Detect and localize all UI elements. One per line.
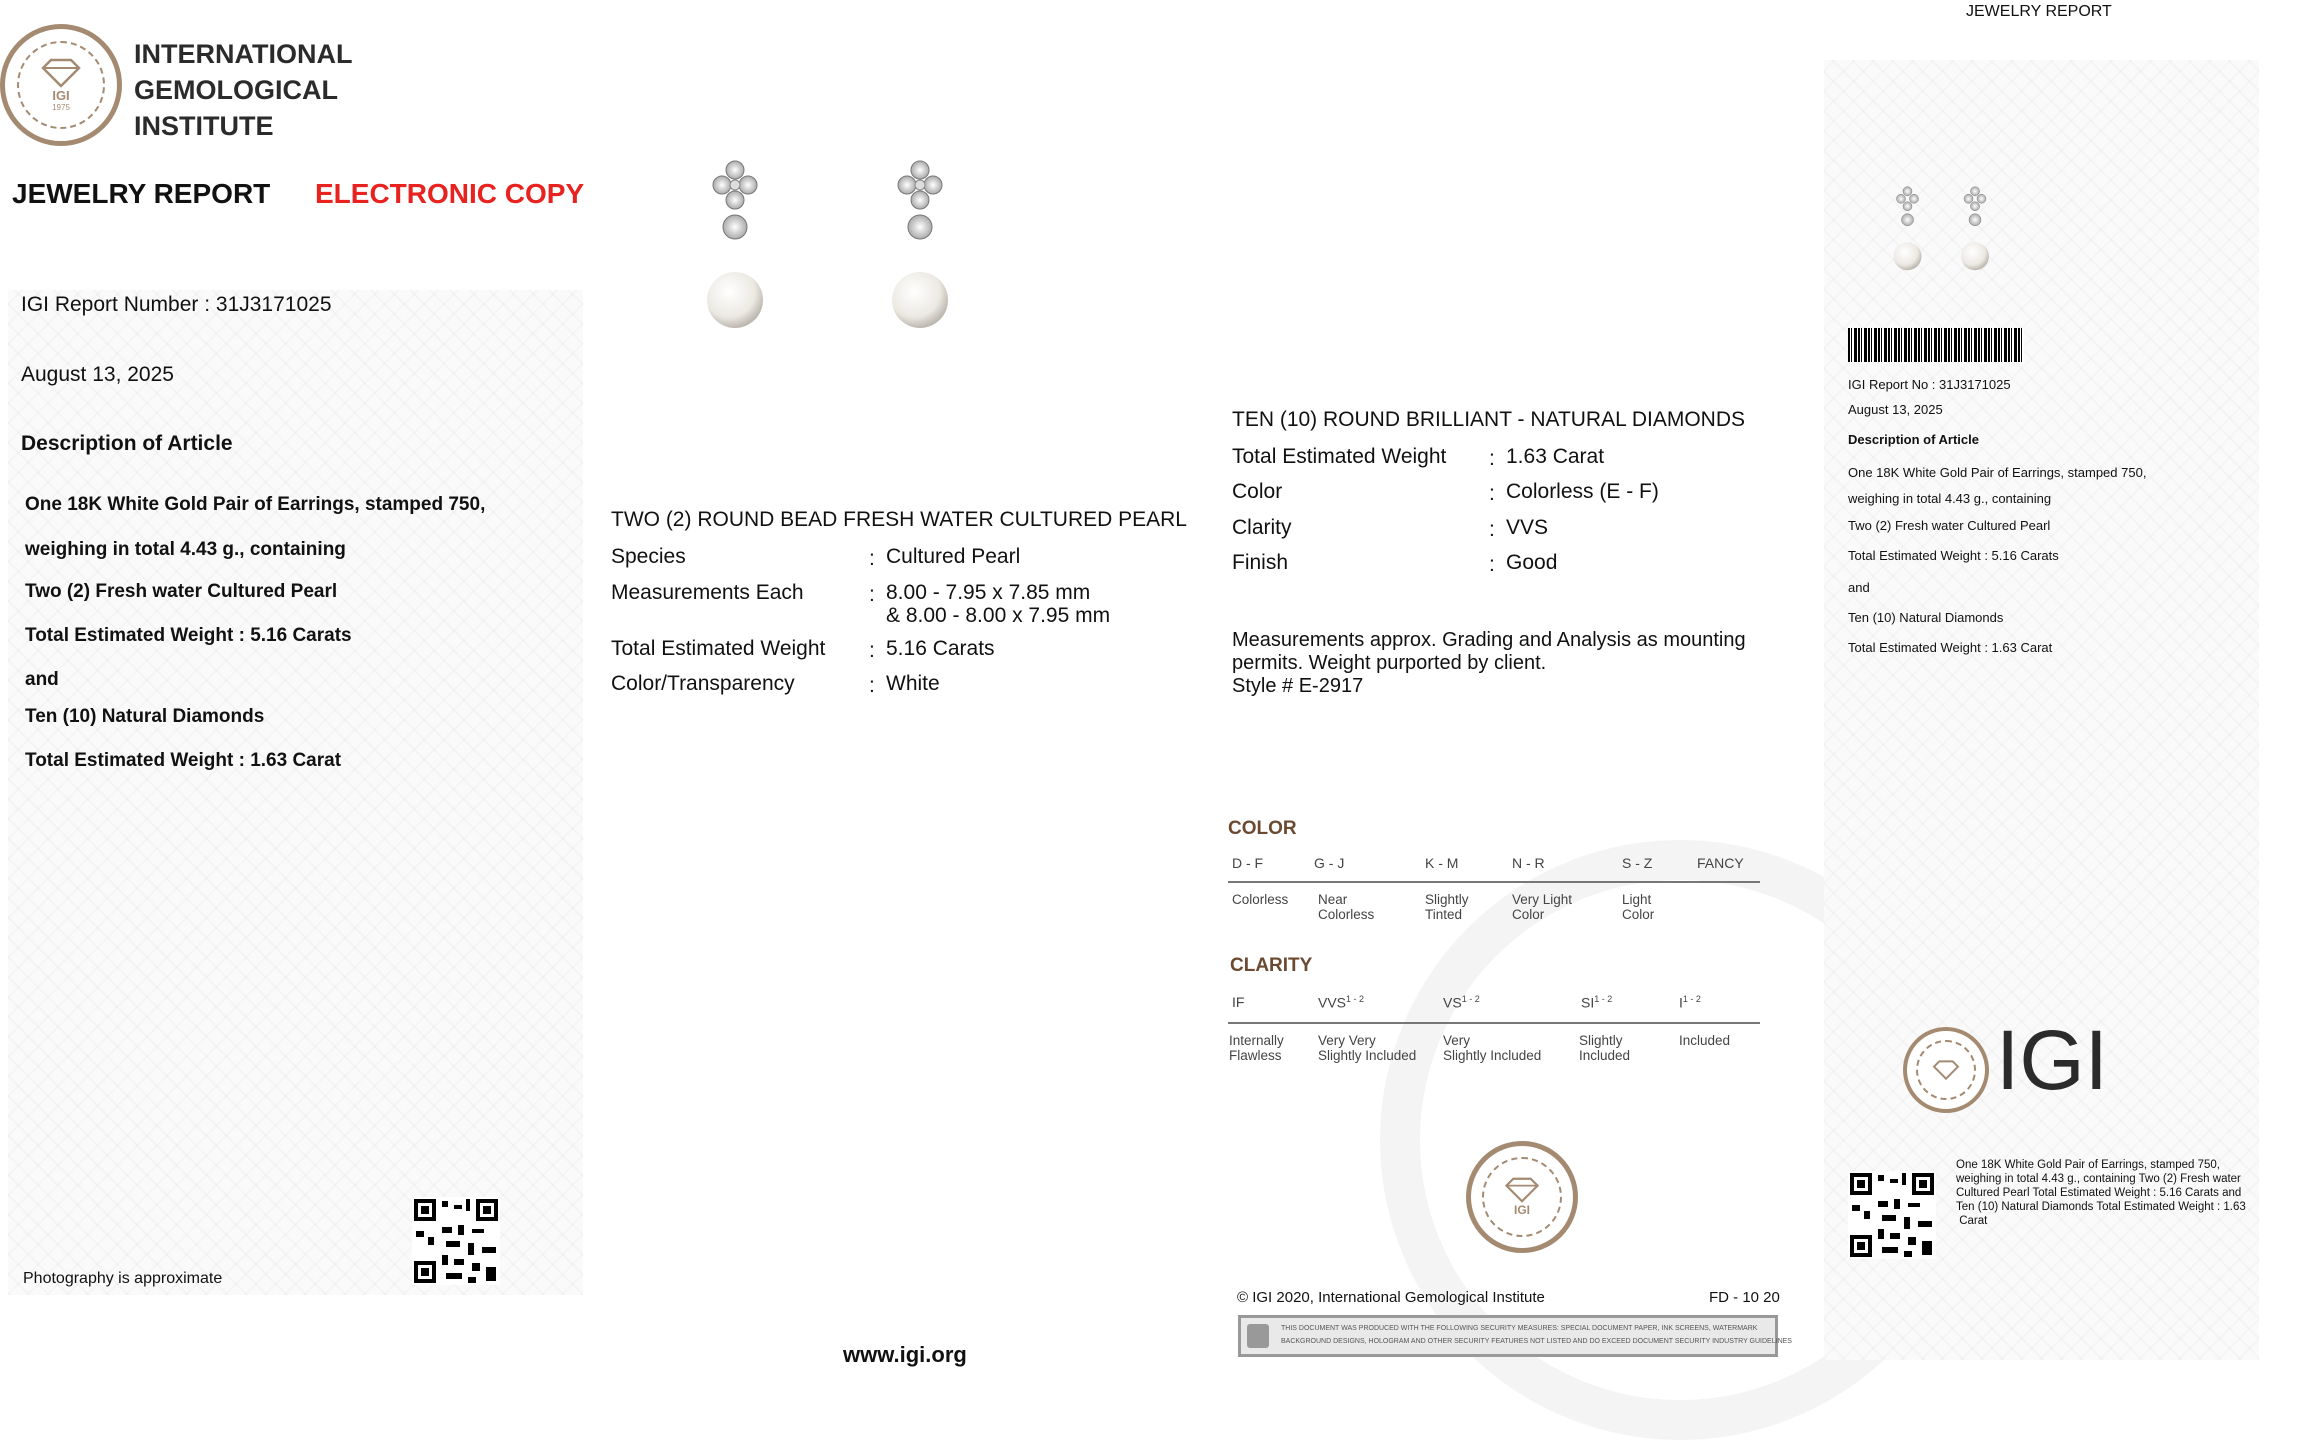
color-grade-desc: Light Color bbox=[1622, 892, 1655, 922]
pearl-value: 8.00 - 7.95 x 7.85 mm bbox=[886, 581, 1091, 604]
color-grade-code: G - J bbox=[1314, 855, 1345, 871]
color-grade-code: K - M bbox=[1425, 855, 1459, 871]
barcode bbox=[1848, 328, 2024, 362]
seal-text: IGI bbox=[52, 88, 70, 103]
diamond-icon bbox=[39, 58, 83, 88]
pearl-label: Measurements Each bbox=[611, 581, 804, 604]
electronic-copy-label: ELECTRONIC COPY bbox=[315, 178, 585, 209]
diamond-colon: : bbox=[1489, 553, 1495, 576]
note-line: permits. Weight purported by client. bbox=[1232, 652, 1547, 674]
clarity-grade-desc: Included bbox=[1679, 1033, 1731, 1048]
color-scale-divider bbox=[1228, 881, 1760, 883]
clarity-grade-desc: Slightly Included bbox=[1579, 1033, 1631, 1063]
earring-left bbox=[707, 161, 763, 328]
color-grade-code: S - Z bbox=[1622, 855, 1653, 871]
form-code: FD - 10 20 bbox=[1709, 1289, 1780, 1306]
pearl-value: 5.16 Carats bbox=[886, 637, 995, 660]
lock-icon bbox=[1247, 1324, 1269, 1348]
pearl-colon: : bbox=[869, 583, 875, 606]
note-line: Measurements approx. Grading and Analysis as mounting bbox=[1232, 629, 1746, 651]
diamond-value: Good bbox=[1506, 551, 1558, 574]
pearl-label: Species bbox=[611, 545, 686, 568]
org-name-line-1: INTERNATIONAL bbox=[134, 39, 353, 69]
description-line: Two (2) Fresh water Cultured Pearl bbox=[25, 581, 338, 602]
color-grade-desc: Slightly Tinted bbox=[1425, 892, 1469, 922]
diamond-icon bbox=[1931, 1060, 1961, 1080]
earrings-thumbnail bbox=[1880, 180, 2030, 280]
clarity-grade-code: $I^{1 - 2}$ bbox=[1679, 994, 1701, 1011]
summary-line: Ten (10) Natural Diamonds Total Estimated Weight : 1.63 bbox=[1956, 1201, 2246, 1213]
clarity-grade-desc: Very Slightly Included bbox=[1443, 1033, 1542, 1063]
diamond-label: Clarity bbox=[1232, 516, 1292, 539]
clarity-scale-divider bbox=[1228, 1022, 1760, 1024]
diamond-label: Color bbox=[1232, 480, 1283, 503]
security-text: THIS DOCUMENT WAS PRODUCED WITH THE FOLLOWING SECURITY MEASURES: SPECIAL DOCUMENT PAPER, INK SCREENS, WATERMARK bbox=[1281, 1325, 1758, 1332]
diamond-colon: : bbox=[1489, 518, 1495, 541]
pearl-value: Cultured Pearl bbox=[886, 545, 1021, 568]
pearl-colon: : bbox=[869, 547, 875, 570]
clarity-grade-desc: Internally Flawless bbox=[1229, 1033, 1284, 1063]
color-grade-desc: Colorless bbox=[1232, 892, 1289, 907]
description-line: weighing in total 4.43 g., containing bbox=[25, 539, 346, 560]
diamond-notes bbox=[1232, 629, 1746, 698]
color-grade-code: N - R bbox=[1512, 855, 1545, 871]
clarity-grade-code: VVS$^{1 - 2}$ bbox=[1318, 994, 1365, 1011]
clarity-grade-code: VS$^{1 - 2}$ bbox=[1443, 994, 1480, 1011]
right-description-title: Description of Article bbox=[1848, 432, 1979, 447]
description-title: Description of Article bbox=[21, 432, 233, 455]
pearl-value-2: & 8.00 - 8.00 x 7.95 mm bbox=[886, 604, 1111, 627]
pearl-colon: : bbox=[869, 639, 875, 662]
right-description-line: Ten (10) Natural Diamonds bbox=[1848, 610, 2004, 625]
clarity-grade-desc: Very Very Slightly Included bbox=[1318, 1033, 1417, 1063]
earrings-photo bbox=[680, 150, 980, 345]
summary-line: Cultured Pearl Total Estimated Weight : 5.16 Carats and bbox=[1956, 1187, 2242, 1199]
diamond-value: VVS bbox=[1506, 516, 1549, 539]
color-grade-code: D - F bbox=[1232, 855, 1264, 871]
description-line: Total Estimated Weight : 1.63 Carat bbox=[25, 750, 342, 771]
clarity-scale-title: CLARITY bbox=[1230, 955, 1313, 976]
pearl-title: TWO (2) ROUND BEAD FRESH WATER CULTURED PEARL bbox=[611, 508, 1187, 531]
right-description-line: and bbox=[1848, 580, 1870, 595]
description-line: Total Estimated Weight : 5.16 Carats bbox=[25, 625, 352, 646]
diamond-colon: : bbox=[1489, 447, 1495, 470]
security-text: BACKGROUND DESIGNS, HOLOGRAM AND OTHER SECURITY FEATURES NOT LISTED AND DO EXCEED DOCUMENT SECURITY INDUSTRY GUIDELINES bbox=[1281, 1338, 1792, 1345]
org-name bbox=[134, 36, 352, 144]
pearl-colon: : bbox=[869, 674, 875, 697]
security-strip bbox=[1238, 1315, 1792, 1357]
earring-right bbox=[892, 161, 948, 328]
description-line: Ten (10) Natural Diamonds bbox=[25, 706, 265, 727]
report-type-title: JEWELRY REPORT bbox=[12, 178, 271, 209]
igi-seal-center bbox=[1466, 1141, 1578, 1253]
description-line: One 18K White Gold Pair of Earrings, stamped 750, bbox=[25, 494, 486, 515]
color-grade-desc: Near Colorless bbox=[1318, 892, 1375, 922]
qr-code-right bbox=[1848, 1171, 1936, 1259]
color-scale-title: COLOR bbox=[1228, 818, 1297, 839]
report-number: IGI Report Number : 31J3171025 bbox=[21, 293, 332, 316]
org-name-line-3: INSTITUTE bbox=[134, 111, 274, 141]
color-grade-desc: Very Light Color bbox=[1512, 892, 1573, 922]
diamond-value: Colorless (E - F) bbox=[1506, 480, 1659, 503]
color-grade-code: FANCY bbox=[1697, 855, 1744, 871]
igi-logo-seal bbox=[1903, 1027, 1989, 1113]
description-line: and bbox=[25, 669, 59, 690]
website: www.igi.org bbox=[843, 1342, 967, 1367]
clarity-grade-code: SI$^{1 - 2}$ bbox=[1581, 994, 1613, 1011]
summary-line: weighing in total 4.43 g., containing Two (2) Fresh water bbox=[1956, 1173, 2241, 1185]
diamond-label: Total Estimated Weight bbox=[1232, 445, 1447, 468]
org-name-line-2: GEMOLOGICAL bbox=[134, 75, 338, 105]
diamond-label: Finish bbox=[1232, 551, 1289, 574]
diamond-colon: : bbox=[1489, 482, 1495, 505]
photo-note: Photography is approximate bbox=[23, 1270, 223, 1287]
seal-text: IGI bbox=[1513, 1203, 1530, 1217]
igi-seal bbox=[0, 24, 122, 146]
seal-year: 1975 bbox=[52, 103, 70, 112]
pearl-label: Total Estimated Weight bbox=[611, 637, 826, 660]
diamond-icon bbox=[1502, 1177, 1542, 1203]
right-description-line: One 18K White Gold Pair of Earrings, stamped 750, bbox=[1848, 465, 2147, 480]
pearl-value: White bbox=[886, 672, 940, 695]
clarity-grade-code: IF bbox=[1232, 994, 1245, 1010]
summary-line: One 18K White Gold Pair of Earrings, stamped 750, bbox=[1956, 1159, 2220, 1171]
pearl-label: Color/Transparency bbox=[611, 672, 795, 695]
right-description-line: weighing in total 4.43 g., containing bbox=[1848, 491, 2052, 506]
note-line: Style # E-2917 bbox=[1232, 675, 1364, 697]
qr-code bbox=[412, 1197, 500, 1285]
diamond-title: TEN (10) ROUND BRILLIANT - NATURAL DIAMONDS bbox=[1232, 408, 1746, 431]
right-description-line: Total Estimated Weight : 1.63 Carat bbox=[1848, 640, 2053, 655]
summary-line: Carat bbox=[1956, 1215, 1988, 1227]
igi-logo-text: IGI bbox=[1996, 1013, 2109, 1107]
right-report-no: IGI Report No : 31J3171025 bbox=[1848, 377, 2011, 392]
report-date: August 13, 2025 bbox=[21, 363, 174, 386]
right-description-line: Total Estimated Weight : 5.16 Carats bbox=[1848, 548, 2059, 563]
copyright: © IGI 2020, International Gemological Institute bbox=[1237, 1289, 1545, 1306]
right-date: August 13, 2025 bbox=[1848, 402, 1943, 417]
diamond-value: 1.63 Carat bbox=[1506, 445, 1605, 468]
right-description-line: Two (2) Fresh water Cultured Pearl bbox=[1848, 518, 2051, 533]
top-right-label: JEWELRY REPORT bbox=[1966, 3, 2112, 20]
right-summary bbox=[1956, 1158, 2246, 1228]
